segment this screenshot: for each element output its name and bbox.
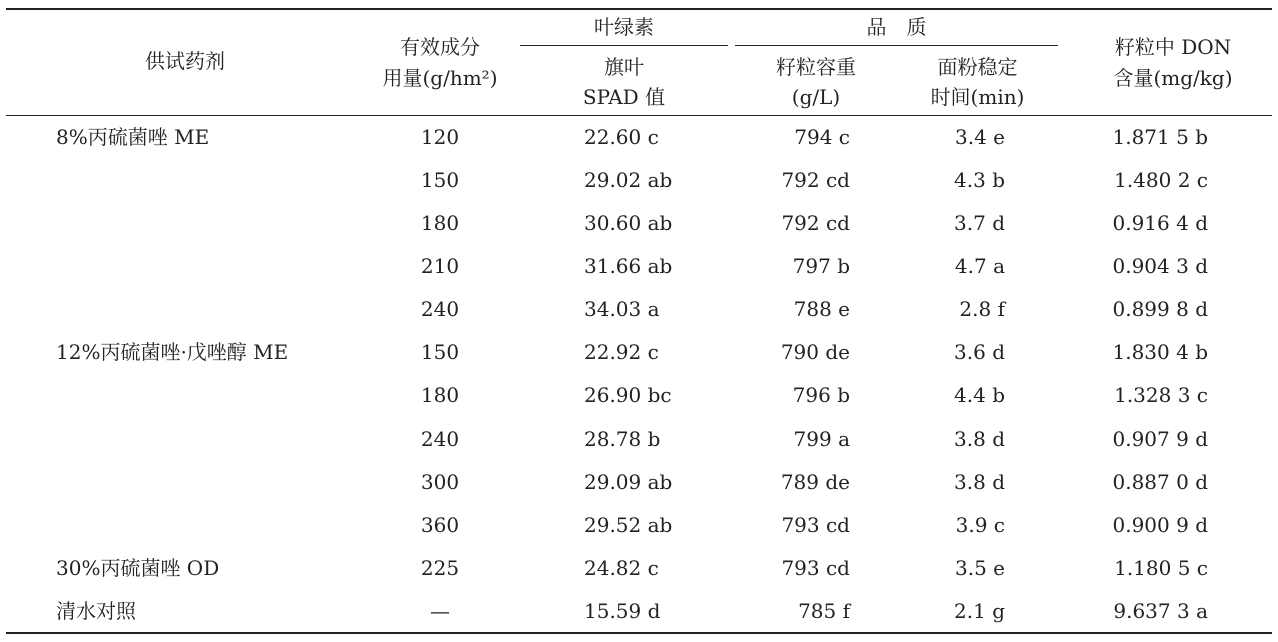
cell-don: 1.328 3 c xyxy=(1114,383,1208,407)
header-spad-line1: 旗叶 xyxy=(604,55,644,79)
cell-stability: 2.8 f xyxy=(959,297,1005,321)
cell-stability: 3.8 d xyxy=(954,470,1005,494)
cell-don: 1.871 5 b xyxy=(1112,125,1208,149)
cell-stability: 3.4 e xyxy=(955,125,1005,149)
cell-weight: 792 cd xyxy=(781,168,850,192)
cell-don: 0.907 9 d xyxy=(1112,427,1208,451)
cell-don: 0.900 9 d xyxy=(1112,513,1208,537)
cell-dose: 240 xyxy=(420,297,460,321)
cell-don: 1.830 4 b xyxy=(1112,340,1208,364)
cell-spad: 31.66 ab xyxy=(584,254,673,278)
cell-spad: 34.03 a xyxy=(584,297,660,321)
quality-group-rule xyxy=(735,45,1058,46)
cell-weight: 797 b xyxy=(792,254,850,278)
cell-don: 1.180 5 c xyxy=(1114,556,1208,580)
cell-spad: 29.02 ab xyxy=(584,168,673,192)
cell-stability: 4.3 b xyxy=(954,168,1005,192)
cell-dose: 300 xyxy=(420,470,460,494)
cell-weight: 792 cd xyxy=(781,211,850,235)
cell-stability: 4.4 b xyxy=(954,383,1005,407)
cell-agent: 清水对照 xyxy=(56,599,136,623)
cell-don: 0.904 3 d xyxy=(1112,254,1208,278)
cell-don: 1.480 2 c xyxy=(1114,168,1208,192)
header-weight-line2: (g/L) xyxy=(791,85,841,109)
cell-weight: 796 b xyxy=(792,383,850,407)
cell-weight: 789 de xyxy=(780,470,850,494)
header-weight-line1: 籽粒容重 xyxy=(776,55,856,79)
header-agent: 供试药剂 xyxy=(145,49,225,73)
header-stability-line2: 时间(min) xyxy=(930,85,1025,109)
cell-weight: 799 a xyxy=(793,427,850,451)
cell-stability: 3.5 e xyxy=(955,556,1005,580)
cell-spad: 15.59 d xyxy=(584,599,661,623)
cell-dose: 210 xyxy=(420,254,460,278)
header-dose-line1: 有效成分 xyxy=(400,35,480,59)
cell-don: 0.887 0 d xyxy=(1112,470,1208,494)
cell-dose: 180 xyxy=(420,383,460,407)
cell-weight: 790 de xyxy=(780,340,850,364)
cell-weight: 793 cd xyxy=(781,556,850,580)
cell-dose: — xyxy=(430,599,450,623)
header-chlorophyll-group: 叶绿素 xyxy=(594,15,654,39)
cell-spad: 30.60 ab xyxy=(584,211,673,235)
cell-spad: 26.90 bc xyxy=(584,383,672,407)
cell-weight: 793 cd xyxy=(781,513,850,537)
header-bottom-rule xyxy=(6,115,1272,116)
header-dose-line2: 用量(g/hm²) xyxy=(382,66,498,90)
cell-weight: 788 e xyxy=(793,297,850,321)
table-top-rule xyxy=(6,8,1272,10)
cell-agent: 30%丙硫菌唑 OD xyxy=(56,556,220,580)
cell-stability: 3.7 d xyxy=(954,211,1005,235)
cell-dose: 150 xyxy=(420,340,460,364)
header-don-line1: 籽粒中 DON xyxy=(1114,35,1232,59)
table-bottom-rule xyxy=(6,632,1272,634)
cell-stability: 3.8 d xyxy=(954,427,1005,451)
cell-stability: 4.7 a xyxy=(954,254,1005,278)
cell-spad: 24.82 c xyxy=(584,556,659,580)
cell-dose: 360 xyxy=(420,513,460,537)
cell-dose: 120 xyxy=(420,125,460,149)
cell-don: 0.916 4 d xyxy=(1112,211,1208,235)
header-quality-group: 品 质 xyxy=(866,15,927,39)
cell-spad: 22.60 c xyxy=(584,125,659,149)
cell-stability: 2.1 g xyxy=(954,599,1005,623)
cell-weight: 794 c xyxy=(794,125,850,149)
cell-spad: 29.09 ab xyxy=(584,470,673,494)
cell-agent: 8%丙硫菌唑 ME xyxy=(56,125,210,149)
cell-spad: 28.78 b xyxy=(584,427,661,451)
cell-dose: 150 xyxy=(420,168,460,192)
header-spad-line2: SPAD 值 xyxy=(582,85,666,109)
cell-spad: 22.92 c xyxy=(584,340,659,364)
cell-stability: 3.9 c xyxy=(955,513,1005,537)
cell-don: 0.899 8 d xyxy=(1112,297,1208,321)
cell-agent: 12%丙硫菌唑·戊唑醇 ME xyxy=(56,340,289,364)
cell-weight: 785 f xyxy=(798,599,850,623)
header-stability-line1: 面粉稳定 xyxy=(937,55,1018,79)
cell-spad: 29.52 ab xyxy=(584,513,673,537)
cell-stability: 3.6 d xyxy=(954,340,1005,364)
cell-dose: 225 xyxy=(420,556,460,580)
cell-dose: 240 xyxy=(420,427,460,451)
cell-don: 9.637 3 a xyxy=(1113,599,1208,623)
header-don-line2: 含量(mg/kg) xyxy=(1113,66,1233,90)
chlorophyll-group-rule xyxy=(520,45,728,46)
cell-dose: 180 xyxy=(420,211,460,235)
